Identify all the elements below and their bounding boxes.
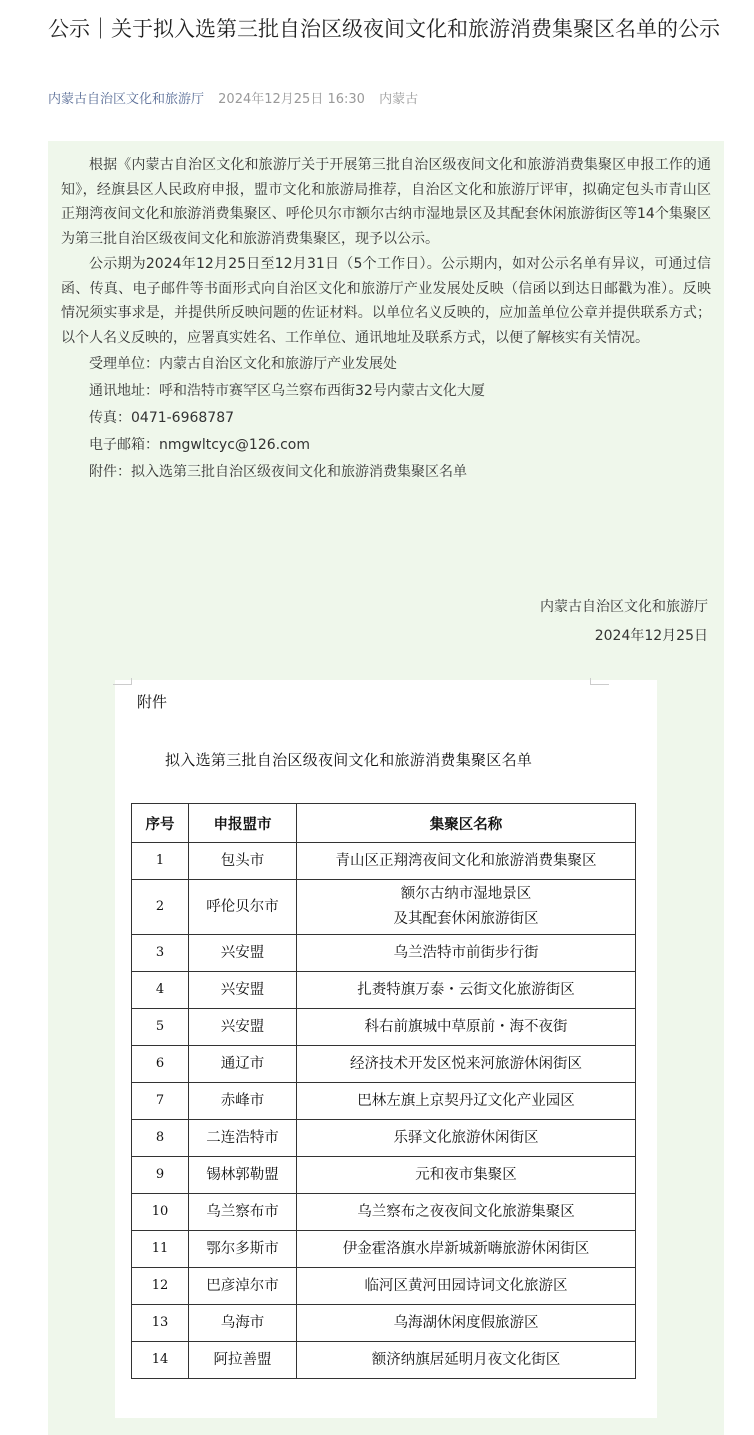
row-index: 2	[132, 880, 189, 935]
table-row	[132, 1009, 636, 1046]
row-city: 兴安盟	[189, 935, 297, 972]
annex-table	[131, 803, 636, 1379]
row-index: 12	[132, 1268, 189, 1305]
row-area-name: 巴林左旗上京契丹辽文化产业园区	[297, 1083, 636, 1120]
row-city: 乌兰察布市	[189, 1194, 297, 1231]
row-area-name: 临河区黄河田园诗词文化旅游区	[297, 1268, 636, 1305]
row-city: 包头市	[189, 843, 297, 880]
table-row	[132, 1268, 636, 1305]
row-index: 5	[132, 1009, 189, 1046]
row-area-name: 乌兰察布之夜夜间文化旅游集聚区	[297, 1194, 636, 1231]
table-row	[132, 1157, 636, 1194]
crop-mark	[113, 678, 132, 685]
row-index: 3	[132, 935, 189, 972]
signature-date: 2024年12月25日	[594, 628, 708, 644]
email-line[interactable]: 电子邮箱：nmgwltcyc@126.com	[89, 437, 310, 453]
signature-org: 内蒙古自治区文化和旅游厅	[540, 599, 708, 615]
row-city: 呼伦贝尔市	[189, 880, 297, 935]
crop-mark	[590, 678, 609, 685]
row-area-name: 伊金霍洛旗水岸新城新嗨旅游休闲街区	[297, 1231, 636, 1268]
row-area-name: 乐驿文化旅游休闲街区	[297, 1120, 636, 1157]
annex-image	[115, 680, 657, 1418]
notice-body	[61, 153, 711, 486]
header-city: 申报盟市	[189, 804, 297, 843]
row-city: 鄂尔多斯市	[189, 1231, 297, 1268]
table-row	[132, 1120, 636, 1157]
address-line: 通讯地址：呼和浩特市赛罕区乌兰察布西街32号内蒙古文化大厦	[89, 383, 485, 399]
row-index: 11	[132, 1231, 189, 1268]
row-index: 8	[132, 1120, 189, 1157]
article-title: 公示｜关于拟入选第三批自治区级夜间文化和旅游消费集聚区名单的公示	[48, 17, 720, 41]
row-area-name: 元和夜市集聚区	[297, 1157, 636, 1194]
row-city: 锡林郭勒盟	[189, 1157, 297, 1194]
table-row	[132, 1194, 636, 1231]
row-area-name: 额尔古纳市湿地景区 及其配套休闲旅游街区	[297, 880, 636, 935]
header-index: 序号	[132, 804, 189, 843]
row-city: 乌海市	[189, 1305, 297, 1342]
row-index: 6	[132, 1046, 189, 1083]
row-index: 9	[132, 1157, 189, 1194]
table-row	[132, 935, 636, 972]
row-index: 1	[132, 843, 189, 880]
fax-line: 传真：0471-6968787	[89, 410, 235, 426]
publish-datetime: 2024年12月25日 16:30	[218, 92, 365, 107]
row-area-name: 乌兰浩特市前街步行街	[297, 935, 636, 972]
table-row	[132, 1083, 636, 1120]
row-city: 通辽市	[189, 1046, 297, 1083]
table-row	[132, 1305, 636, 1342]
table-header-row	[132, 804, 636, 843]
attachment-line: 附件：拟入选第三批自治区级夜间文化和旅游消费集聚区名单	[89, 464, 467, 480]
row-area-name: 青山区正翔湾夜间文化和旅游消费集聚区	[297, 843, 636, 880]
annex-label: 附件	[137, 693, 168, 711]
table-row	[132, 1046, 636, 1083]
row-city: 巴彦淖尔市	[189, 1268, 297, 1305]
row-city: 兴安盟	[189, 1009, 297, 1046]
account-name-link[interactable]: 内蒙古自治区文化和旅游厅	[48, 92, 205, 107]
row-index: 7	[132, 1083, 189, 1120]
article-meta	[48, 90, 428, 110]
notice-paragraph-2: 公示期为2024年12月25日至12月31日（5个工作日）。公示期内，如对公示名单有异议，可通过信函、传真、电子邮件等书面形式向自治区文化和旅游厅产业发展处反映（信函以到达日邮戳为准）。反映情况须实事求是，并提供所反映问题的佐证材料。以单位名义反映的，应加盖单位公章并提供联系方式；以个人名义反映的，应署真实姓名、工作单位、通讯地址及联系方式，以便了解核实有关情况。	[61, 256, 711, 346]
header-area-name: 集聚区名称	[297, 804, 636, 843]
publish-location: 内蒙古	[379, 92, 419, 107]
annex-title: 拟入选第三批自治区级夜间文化和旅游消费集聚区名单	[165, 751, 533, 769]
row-city: 二连浩特市	[189, 1120, 297, 1157]
receiver-line: 受理单位：内蒙古自治区文化和旅游厅产业发展处	[89, 356, 397, 372]
row-city: 兴安盟	[189, 972, 297, 1009]
table-row	[132, 880, 636, 935]
row-index: 10	[132, 1194, 189, 1231]
row-area-name: 额济纳旗居延明月夜文化街区	[297, 1342, 636, 1379]
notice-paragraph-1: 根据《内蒙古自治区文化和旅游厅关于开展第三批自治区级夜间文化和旅游消费集聚区申报工作的通知》，经旗县区人民政府申报，盟市文化和旅游局推荐，自治区文化和旅游厅评审，拟确定包头市青山区正翔湾夜间文化和旅游消费集聚区、呼伦贝尔市额尔古纳市湿地景区及其配套休闲旅游街区等14个集聚区为第三批自治区级夜间文化和旅游消费集聚区，现予以公示。	[61, 157, 711, 247]
table-row	[132, 972, 636, 1009]
row-area-name: 经济技术开发区悦来河旅游休闲街区	[297, 1046, 636, 1083]
row-index: 13	[132, 1305, 189, 1342]
row-area-name: 乌海湖休闲度假旅游区	[297, 1305, 636, 1342]
table-row	[132, 1231, 636, 1268]
table-row	[132, 1342, 636, 1379]
row-city: 赤峰市	[189, 1083, 297, 1120]
table-row	[132, 843, 636, 880]
row-city: 阿拉善盟	[189, 1342, 297, 1379]
row-area-name: 扎赉特旗万泰・云街文化旅游街区	[297, 972, 636, 1009]
notice-card	[48, 141, 724, 1435]
row-area-name: 科右前旗城中草原前・海不夜街	[297, 1009, 636, 1046]
row-index: 14	[132, 1342, 189, 1379]
row-index: 4	[132, 972, 189, 1009]
